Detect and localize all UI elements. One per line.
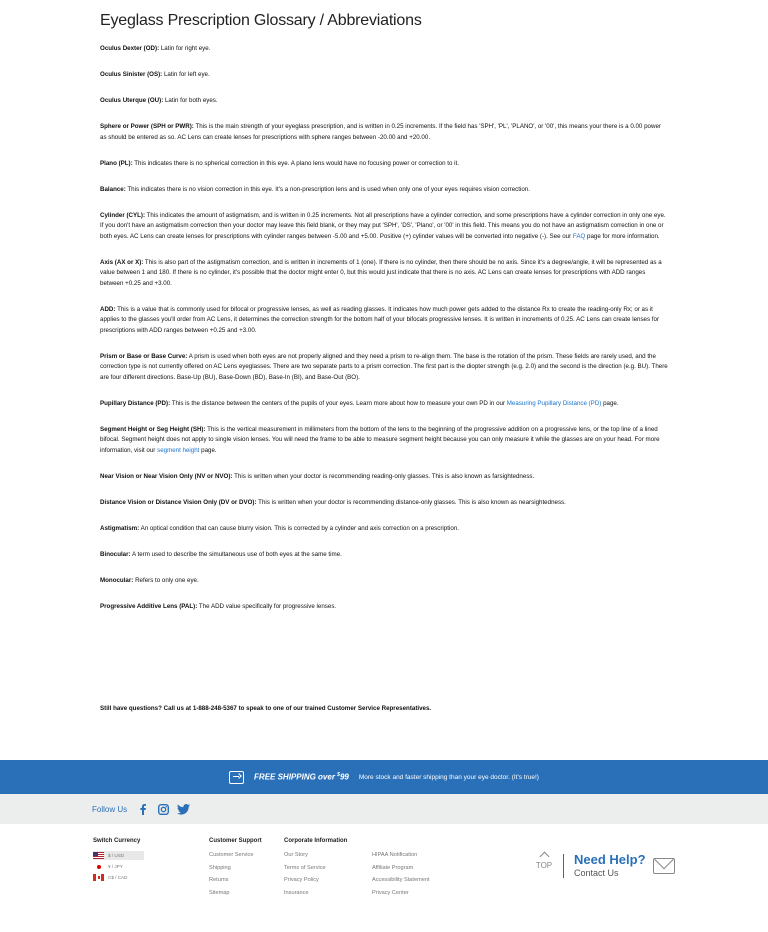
glossary-entry <box>100 550 668 561</box>
glossary-definition-tail: page. <box>199 446 217 454</box>
footer-link-our-story[interactable]: Our Story <box>284 852 308 858</box>
need-help-link[interactable]: Need Help? <box>574 852 646 867</box>
glossary-definition: This indicates there is no vision correction in this eye. It's a non-prescription lens and is used when only one of your eyes requires vision correction. <box>125 185 530 193</box>
glossary-list <box>100 44 668 612</box>
glossary-definition-tail: page for more information. <box>585 232 660 240</box>
glossary-term: Binocular: <box>100 550 131 558</box>
glossary-definition: A prism is used when both eyes are not properly aligned and they need a prism to re-align them. The base is the rotation of the prism. These fields are rarely used, and the correction type is not currently offered on AC Lens eyeglasses. There are two separate parts to a prism correction. The first part is the diopter strength (e.g. 2.0) and the second is the direction (e.g. BU). There are four different directions. Base-Up (BU), Base-Down (BD), Base-In (BI), and Base-Out (BO). <box>100 352 668 381</box>
flag-us-icon <box>93 852 104 859</box>
glossary-term: Balance: <box>100 185 126 193</box>
glossary-term: Monocular: <box>100 576 134 584</box>
twitter-icon[interactable] <box>176 802 190 816</box>
glossary-term: Axis (AX or X): <box>100 258 144 266</box>
glossary-term: Pupillary Distance (PD): <box>100 399 171 407</box>
glossary-term: Astigmatism: <box>100 524 140 532</box>
glossary-definition: An optical condition that can cause blurry vision. This is corrected by a cylinder and axis correction on a prescription. <box>139 524 459 532</box>
footer-link-hipaa[interactable]: HIPAA Notification <box>372 852 418 858</box>
glossary-link[interactable]: Measuring Pupillary Distance (PD) <box>506 399 602 407</box>
shipping-headline: FREE SHIPPING over $99 <box>254 772 349 782</box>
footer-link-privacy-center[interactable]: Privacy Center <box>372 889 409 896</box>
shipping-subtext: More stock and faster shipping than your eye doctor. (It's true!) <box>358 773 539 781</box>
flag-jp-icon <box>93 863 104 870</box>
glossary-entry <box>100 305 668 337</box>
glossary-definition: This is the main strength of your eyeglass prescription, and is written in 0.25 increments. If the field has 'SPH', 'PL', 'PLANO', or '00', this means your there is a 0.00 power as should be entered as so. AC Lens can create lenses for prescriptions with sphere ranges between -20.00 and +20.00. <box>100 123 661 141</box>
closing-text: Still have questions? Call us at 1-888-248-5367 to speak to one of our trained Customer Service Representatives. <box>100 705 432 712</box>
footer-link-shipping[interactable]: Shipping <box>209 864 231 871</box>
glossary-entry <box>100 185 668 196</box>
glossary-term: Oculus Dexter (OD): <box>100 45 160 52</box>
footer-link-insurance[interactable]: Insurance <box>284 889 309 896</box>
glossary-definition: This is written when your doctor is recommending reading-only glasses. This is also known as farsightedness. <box>232 472 535 480</box>
back-to-top-button[interactable]: TOP <box>535 853 553 870</box>
up-arrow-icon <box>539 852 549 862</box>
glossary-entry <box>100 352 668 384</box>
glossary-entry <box>100 44 668 55</box>
glossary-definition: This indicates the amount of astigmatism, and is written in 0.25 increments. Not all prescriptions have a cylinder correction, and some prescriptions have a cylinder correction in only one eye. If you don't have an astigmatism correction then your doctor may leave this field blank, or they may put 'SPH', 'DS', 'Plano', or '00' in this field. This means you do not have an astigmatism correction in one or both eyes. AC Lens can create lenses for prescriptions with cylinder ranges between -5.00 and +5.00. Positive (+) cylinder values will be converted into negative (-). See our <box>100 211 666 240</box>
follow-us-label: Follow Us <box>92 804 128 814</box>
glossary-entry <box>100 211 668 243</box>
currency-jpy[interactable]: ¥ / JPY <box>93 862 144 871</box>
footer-link-affiliate[interactable]: Affiliate Program <box>372 864 414 871</box>
customer-support-title: Customer Support <box>209 838 262 844</box>
glossary-term: Prism or Base or Base Curve: <box>100 352 188 360</box>
footer-link-accessibility[interactable]: Accessibility Statement <box>372 877 430 883</box>
currency-usd[interactable]: $ / USD <box>93 851 144 860</box>
glossary-entry <box>100 498 668 509</box>
glossary-entry <box>100 576 668 587</box>
glossary-term: Oculus Sinister (OS): <box>100 71 163 78</box>
flag-ca-icon <box>93 874 104 881</box>
facebook-icon[interactable] <box>136 802 150 816</box>
currency-title: Switch Currency <box>93 838 141 844</box>
free-shipping-icon <box>229 771 244 784</box>
footer-link-returns[interactable]: Returns <box>209 877 229 883</box>
footer-link-terms[interactable]: Terms of Service <box>284 864 326 871</box>
glossary-entry <box>100 159 668 170</box>
currency-cad[interactable]: C$ / CAD <box>93 873 144 882</box>
glossary-content <box>100 0 668 628</box>
glossary-definition: This is the distance between the centers of the pupils of your eyes. Learn more about how to measure your own PD in our <box>170 399 507 407</box>
glossary-definition: This is also part of the astigmatism correction, and is written in increments of 1 (one). If there is no cylinder, then there should be no axis. Since it's a degree/angle, it will be represented as a value between 1 and 180. If there is no cylinder, it's possible that the doctor might enter 0, but this would just indicate that there is no axis. AC Lens can create lenses for prescriptions with ADD ranges between +0.25 and +3.00. <box>100 258 662 287</box>
glossary-entry <box>100 399 668 410</box>
page-title: Eyeglass Prescription Glossary / Abbreviations <box>100 12 422 29</box>
glossary-link[interactable]: segment height <box>157 446 200 454</box>
free-shipping-banner[interactable] <box>0 760 768 794</box>
glossary-definition: This indicates there is no spherical correction in this eye. A plano lens would have no focusing power or correction to it. <box>132 159 459 167</box>
glossary-entry <box>100 602 668 613</box>
footer-link-sitemap[interactable]: Sitemap <box>209 889 230 896</box>
glossary-term: Segment Height or Seg Height (SH): <box>100 425 206 433</box>
glossary-definition: The ADD value specifically for progressive lenses. <box>197 602 337 610</box>
glossary-entry <box>100 70 668 81</box>
footer-link-privacy-policy[interactable]: Privacy Policy <box>284 877 319 883</box>
glossary-definition: Latin for right eye. <box>159 45 211 52</box>
glossary-entry <box>100 425 668 457</box>
instagram-icon[interactable] <box>156 802 170 816</box>
glossary-entry <box>100 96 668 107</box>
glossary-definition: Latin for both eyes. <box>163 97 218 104</box>
glossary-definition-tail: page. <box>601 399 619 407</box>
glossary-definition: A term used to describe the simultaneous use of both eyes at the same time. <box>130 550 342 558</box>
glossary-entry <box>100 472 668 483</box>
footer-link-customer-service[interactable]: Customer Service <box>209 852 254 858</box>
glossary-term: ADD: <box>100 305 116 313</box>
glossary-definition: Latin for left eye. <box>162 71 210 78</box>
glossary-term: Sphere or Power (SPH or PWR): <box>100 123 194 130</box>
glossary-definition: This is the vertical measurement in millimeters from the bottom of the lens to the beginning of the progressive addition on a progressive lens, or the top line of a lined bifocal. Segment height does not apply to single vision lenses. You will need the frame to be able to measure segment height because you can only measure it while the glasses are on your head. For more information, visit our <box>100 425 660 454</box>
divider <box>563 854 564 878</box>
contact-us-link[interactable]: Contact Us <box>574 868 619 878</box>
glossary-term: Oculus Uterque (OU): <box>100 97 164 104</box>
follow-us-bar <box>0 794 768 824</box>
glossary-entry <box>100 258 668 290</box>
glossary-definition: Refers to only one eye. <box>133 576 199 584</box>
glossary-term: Progressive Additive Lens (PAL): <box>100 602 198 610</box>
glossary-term: Near Vision or Near Vision Only (NV or NVO): <box>100 472 233 480</box>
glossary-link[interactable]: FAQ <box>572 232 586 240</box>
glossary-entry <box>100 122 668 143</box>
glossary-term: Distance Vision or Distance Vision Only (DV or DVO): <box>100 498 257 506</box>
glossary-definition: This is a value that is commonly used for bifocal or progressive lenses, as well as reading glasses. It indicates how much power gets added to the distance Rx to create the reading-only Rx; or as it applies to the glasses you'll order from AC Lens, it determines the correction strength for the bottom half of your bifocals progressive lenses. It is written in increments of 0.25. AC Lens can create lenses for prescriptions with ADD ranges between +0.25 and +3.00. <box>100 305 660 334</box>
glossary-term: Cylinder (CYL): <box>100 211 146 219</box>
glossary-entry <box>100 524 668 535</box>
glossary-definition: This is written when your doctor is recommending distance-only glasses. This is also known as nearsightedness. <box>256 498 566 506</box>
glossary-term: Plano (PL): <box>100 159 133 167</box>
corporate-info-title: Corporate Information <box>284 838 348 844</box>
mail-icon[interactable] <box>653 858 675 874</box>
site-footer <box>0 824 768 932</box>
